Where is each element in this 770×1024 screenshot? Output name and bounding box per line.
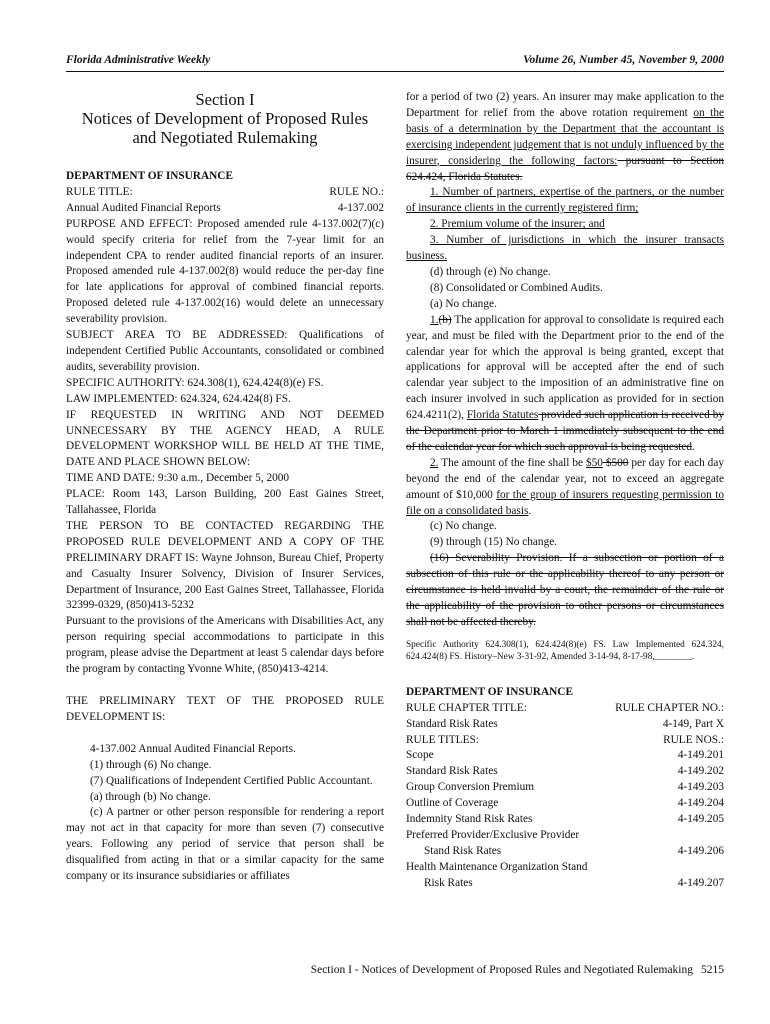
rule-item-title: Risk Rates <box>424 876 473 889</box>
rule-item-no: 4-149.202 <box>677 765 724 778</box>
inserted-text: 1. <box>430 313 439 326</box>
rule-item <box>406 844 724 860</box>
volume-info: Volume 26, Number 45, November 9, 2000 <box>523 54 724 66</box>
subsection-a-b: (a) through (b) No change. <box>90 790 211 803</box>
publication-name: Florida Administrative Weekly <box>66 54 211 66</box>
subsection-c: (c) A partner or other person responsible for rendering a report may not act in that capacity for more than seven (7) consecutive years. Following any period of service that person shall be disqualified from acting in that or a similar capacity for the same company or its insurance subsidiaries or affiliates <box>66 806 384 883</box>
department-heading-2: DEPARTMENT OF INSURANCE <box>406 685 573 698</box>
deleted-text: (16) Severability Provision. If a subsection or portion of a subsection of this rule or the applicability thereof to any person or circumstance is held invalid by a court, the remainder of the rule or the applicability of the provision to other persons or circumstances shall not be affected thereby. <box>406 552 724 628</box>
inserted-text: on the basis of a determination by the Department that the accountant is exercising independent judgement that is not unduly influenced by the insurer, considering the following factors: <box>406 106 724 167</box>
text-run: . <box>692 440 695 453</box>
left-column <box>66 90 384 885</box>
text-run: The application for approval to consolidate is required each year, and must be filed with the Department prior to the end of the calendar year for which the approval is being granted, except that applications for approval will be accepted after the end of such calendar year subject to the imposition of an administrative fine on each insurer involved in such application as provided for in section 624.4211(2), <box>406 313 724 422</box>
inserted-text: 1. Number of partners, expertise of the partners, or the number of insurance clients in the currently registered firm; <box>406 186 724 215</box>
contact-paragraph: THE PERSON TO BE CONTACTED REGARDING THE PROPOSED RULE DEVELOPMENT AND A COPY OF THE PRELIMINARY DRAFT IS: Wayne Johnson, Bureau Chief, Property and Casualty Insurer Solvency, Division of Insurer Services, Department of Insurance, 200 East Gaines Street, Tallahassee, Florida 32399-0329, (850)413-5232 <box>66 519 384 612</box>
chapter-title: Standard Risk Rates <box>406 717 498 730</box>
rule-titles-row <box>406 733 724 749</box>
rule-item <box>406 812 724 828</box>
blank-line: ________ <box>654 651 692 662</box>
rule-item-no: 4-149.207 <box>677 876 724 889</box>
deleted-text: provided such application is received by the Department prior to March 1 immediately subsequent to the end of the calendar year for which such approval is being requested <box>406 409 724 453</box>
rule-nos-label: RULE NOS.: <box>663 733 724 746</box>
inserted-text: for the group of insurers requesting permission to file on a consolidated basis <box>406 488 725 517</box>
rule-item <box>406 764 724 780</box>
text-run: . <box>528 504 532 517</box>
rule-item-title: Group Conversion Premium <box>406 781 535 794</box>
factor-2 <box>406 217 724 233</box>
deleted-text: (b) <box>438 313 452 326</box>
page-number: 5215 <box>701 964 724 976</box>
rule-title-label: RULE TITLE: <box>66 185 133 198</box>
rule-item-title: Preferred Provider/Exclusive Provider <box>406 828 580 841</box>
rule-item-no: 4-149.204 <box>677 797 724 810</box>
inserted-text: $50 <box>585 456 603 469</box>
page-footer <box>303 964 724 976</box>
consolidate-paragraph <box>406 313 724 456</box>
chapter-no-label: RULE CHAPTER NO.: <box>615 701 724 714</box>
subsection-d-e: (d) through (e) No change. <box>430 265 551 278</box>
law-line: LAW IMPLEMENTED: 624.324, 624.424(8) FS. <box>66 392 291 405</box>
purpose-paragraph: PURPOSE AND EFFECT: Proposed amended rule 4-137.002(7)(c) would specify criteria for relief from the 7-year limit for an independent CPA to render audited financial reports of an insurer. Proposed amended rule 4-137.002(8) would reduce the per-day fine for late applications for approval of combined financial reports. Proposed deleted rule 4-137.002(16) would delete an unnecessary severability provision. <box>66 217 384 326</box>
running-header <box>66 54 724 70</box>
rule-title-value-row <box>66 201 384 217</box>
footer-text: Section I - Notices of Development of Proposed Rules and Negotiated Rulemaking <box>310 964 693 976</box>
text-run: for a period of two (2) years. An insurer may make application to the Department for relief from the above rotation requirement <box>406 91 724 119</box>
text-run: . <box>691 651 695 662</box>
right-column <box>406 90 724 892</box>
severability-paragraph <box>406 551 724 631</box>
rule-item <box>406 796 724 812</box>
subsection-8a: (a) No change. <box>430 297 497 310</box>
rule-titles-label: RULE TITLES: <box>406 733 479 746</box>
authority-line: SPECIFIC AUTHORITY: 624.308(1), 624.424(8)(e) FS. <box>66 376 324 389</box>
subsection-1-6: (1) through (6) No change. <box>90 758 212 771</box>
text-run: per day for each day beyond the end of the calendar year, not to exceed an aggregate amount of $10,000 <box>406 456 724 501</box>
department-heading: DEPARTMENT OF INSURANCE <box>66 170 233 182</box>
rule-item-no: 4-149.205 <box>677 813 724 826</box>
place-line: PLACE: Room 143, Larson Building, 200 East Gaines Street, Tallahassee, Florida <box>66 488 384 517</box>
fine-paragraph <box>406 456 724 520</box>
deleted-text: pursuant to Section 624.424, Florida Statutes. <box>406 154 724 183</box>
deleted-text: $500 <box>602 456 629 469</box>
inserted-text: 2. Premium volume of the insurer; and <box>430 218 605 231</box>
rule-item-title: Outline of Coverage <box>406 797 499 810</box>
rule-item-title: Standard Risk Rates <box>406 765 498 778</box>
section-title-1: Section I <box>195 90 255 109</box>
inserted-text: 2. <box>430 456 439 469</box>
factor-1 <box>406 185 724 217</box>
chapter-no: 4-149, Part X <box>662 717 724 730</box>
rule-item-title: Stand Risk Rates <box>424 844 502 857</box>
time-date-line: TIME AND DATE: 9:30 a.m., December 5, 2000 <box>66 472 290 485</box>
rule-item-no: 4-149.206 <box>677 844 724 857</box>
rule-item-title: Health Maintenance Organization Stand <box>406 860 588 873</box>
inserted-text: 3. Number of jurisdictions in which the insurer transacts business. <box>406 234 724 263</box>
rule-no: 4-137.002 <box>337 201 384 214</box>
text-run: The amount of the fine shall be <box>438 456 586 469</box>
chapter-title-row <box>406 701 724 717</box>
subsection-8: (8) Consolidated or Combined Audits. <box>430 281 603 294</box>
chapter-title-label: RULE CHAPTER TITLE: <box>406 701 527 714</box>
text-run: Specific Authority 624.308(1), 624.424(8)(e) FS. Law Implemented 624.324, 624.424(8) FS. History–New 3-31-92, Amended 3-14-94, 8-17-98, <box>406 639 724 662</box>
factor-3 <box>406 233 724 265</box>
workshop-paragraph: IF REQUESTED IN WRITING AND NOT DEEMED UNNECESSARY BY THE AGENCY HEAD, A RULE DEVELOPMENT WORKSHOP WILL BE HELD AT THE TIME, DATE AND PLACE SHOWN BELOW: <box>66 408 384 469</box>
rule-heading: 4-137.002 Annual Audited Financial Reports. <box>90 742 296 755</box>
rule-title: Annual Audited Financial Reports <box>66 201 221 214</box>
inserted-text: Florida Statutes <box>466 409 539 422</box>
rule-item <box>406 748 724 764</box>
rule-item <box>406 780 724 796</box>
ada-paragraph: Pursuant to the provisions of the Americans with Disabilities Act, any person requiring special accommodations to participate in this program, please advise the Department at least 5 calendar days before the program by contacting Yvonne White, (850)413-4214. <box>66 615 384 676</box>
section-title-2: Notices of Development of Proposed Rules <box>81 109 369 128</box>
rule-item-no: 4-149.201 <box>677 749 724 762</box>
rule-item-no: 4-149.203 <box>677 781 724 794</box>
subsection-7: (7) Qualifications of Independent Certified Public Accountant. <box>90 774 373 787</box>
rule-item <box>406 876 724 892</box>
rule-item-title: Scope <box>406 749 434 762</box>
subsection-9-15: (9) through (15) No change. <box>430 536 558 549</box>
rule-item-title: Indemnity Stand Risk Rates <box>406 813 533 826</box>
header-rule <box>66 71 724 72</box>
continued-paragraph <box>406 90 724 185</box>
subject-paragraph: SUBJECT AREA TO BE ADDRESSED: Qualifications of independent Certified Public Accountants, consolidated or combined audits, severability provision. <box>66 329 384 373</box>
rule-title-row <box>66 185 384 201</box>
rule-no-label: RULE NO.: <box>329 185 384 198</box>
preliminary-text-heading: THE PRELIMINARY TEXT OF THE PROPOSED RULE DEVELOPMENT IS: <box>66 695 384 723</box>
chapter-value-row <box>406 717 724 733</box>
section-title-3: and Negotiated Rulemaking <box>132 128 318 147</box>
history-note <box>406 639 724 663</box>
subsection-8c: (c) No change. <box>430 520 497 533</box>
